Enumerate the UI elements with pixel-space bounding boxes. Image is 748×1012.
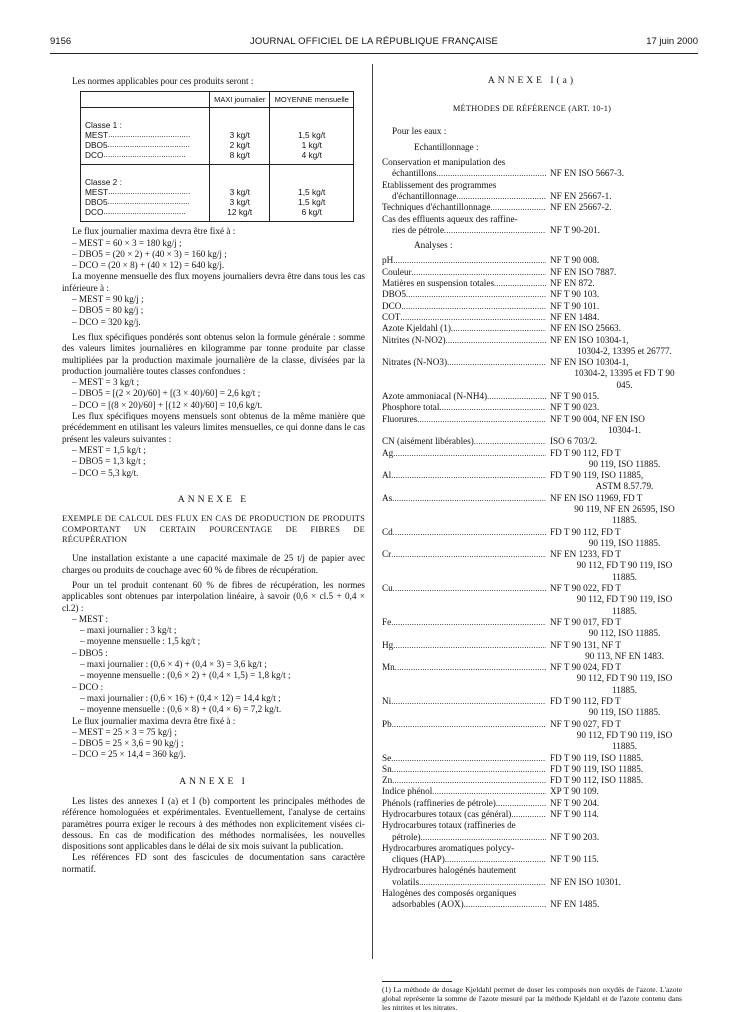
entry-reference-cont: 10304-1. [608, 424, 641, 435]
classe1-moyenne: 1,5 kg/t 1 kg/t 4 kg/t [270, 108, 354, 165]
entry-label: Hydrocarbures aromatiques polycy- [382, 842, 515, 853]
reference-entry [382, 493, 682, 527]
reference-entry [382, 180, 682, 203]
paragraph: Les listes des annexes I (a) et I (b) comportent les principales méthodes de référence homologuées et expérimentales. Eventuellement, l'analyse de certains paramètres pourra exiger le recours à des méthodes non explicitement visées ci-dessous. En cas de modification des méthodes normalisées, les nouvelles dispositions sont applicables dans le délai de six mois suivant la publication. [62, 795, 365, 852]
reference-entry [382, 888, 682, 911]
list-item: – DCO = [(8 × 20)/60] + [(12 × 40)/60] = 10,6 kg/t. [72, 399, 263, 410]
reference-entry [382, 820, 682, 843]
entry-reference: NF EN ISO 11969, FD T [550, 492, 643, 503]
entry-reference: NF T 90 103. [550, 289, 600, 300]
paragraph: Le flux journalier maxima devra être fixé à : [72, 226, 236, 237]
entry-reference: ISO 6 703/2. [550, 436, 598, 447]
reference-entry [382, 527, 682, 550]
classe2-labels [81, 165, 210, 222]
reference-entry [382, 448, 682, 471]
journal-title: JOURNAL OFFICIEL DE LA RÉPUBLIQUE FRANÇAISE [249, 36, 499, 47]
annexe-i-heading: ANNEXE I [179, 776, 248, 787]
entry-reference-cont: 90 112, FD T 90 119, ISO 11885. [576, 729, 673, 752]
entry-reference: NF T 90 204. [550, 797, 600, 808]
entry-label: Azote Kjeldahl (1) [382, 323, 451, 334]
entry-label: Phénols (raffineries de pétrole) [382, 797, 496, 808]
entry-reference: NF EN 25667-1. [550, 190, 612, 201]
table-corner [81, 92, 210, 108]
entry-label: Hg [382, 639, 394, 650]
annexe-e-heading: ANNEXE E [177, 494, 250, 505]
list-item: – DCO = 320 kg/j. [72, 316, 141, 327]
entry-reference: NF EN ISO 25663. [550, 323, 621, 334]
reference-entry [382, 696, 682, 719]
reference-entry [382, 865, 682, 888]
page-number: 9156 [50, 36, 72, 47]
list-item: – DCO : [72, 681, 104, 692]
reference-entry [382, 436, 682, 447]
entry-reference: NF T 90 023. [550, 402, 600, 413]
entry-reference: NF T 90 017, FD T [550, 616, 621, 627]
entry-reference: NF EN ISO 10304-1, [550, 357, 629, 368]
col-header-maxi: MAXI journalier [210, 92, 270, 108]
list-item: – DBO5 : [72, 647, 108, 658]
entry-label: Phosphore total [382, 402, 440, 413]
reference-entry [382, 786, 682, 797]
entry-reference: NF T 90-201. [550, 224, 600, 235]
entry-reference: FD T 90 119, ISO 11885, [550, 470, 644, 481]
reference-entry [382, 414, 682, 437]
echantillonnage-heading: Echantillonnage : [414, 141, 479, 152]
entry-reference: FD T 90 112, ISO 11885. [550, 775, 644, 786]
paragraph: Les références FD sont des fascicules de documentation sans caractère normatif. [62, 852, 365, 874]
entry-reference: NF EN 1484. [550, 311, 600, 322]
entry-label: Hydrocarbures totaux (cas général) [382, 809, 512, 819]
list-item: – DBO5 = [(2 × 20)/60] + [(3 × 40)/60] = 2,6 kg/t ; [72, 388, 261, 399]
header-rule [50, 53, 698, 54]
entry-reference: NF EN 1485. [550, 899, 600, 910]
entry-reference: NF T 90 203. [550, 831, 600, 842]
entry-reference: NF EN ISO 7887. [550, 266, 617, 277]
list-item: – MEST = 60 × 3 = 180 kg/j ; [72, 237, 182, 248]
list-item: – moyenne mensuelle : 1,5 kg/t ; [80, 636, 201, 647]
entry-label: Matières en suspension totales [382, 278, 495, 289]
list-item: – DBO5 = 1,3 kg/t ; [72, 456, 146, 467]
entry-label: Cr [382, 549, 392, 560]
paragraph: La moyenne mensuelle des flux moyens journaliers devra être dans tous les cas inférieure à : [62, 271, 365, 293]
table-row-label: MEST ..................................... [85, 187, 191, 198]
reference-entry [382, 301, 682, 312]
reference-entry [382, 764, 682, 775]
entry-reference: FD T 90 119, ISO 11885. [550, 763, 644, 774]
entry-label: Ni [382, 696, 392, 707]
reference-entry [382, 753, 682, 764]
left-column [62, 76, 365, 875]
classe1-title: Classe 1 : [85, 120, 122, 131]
entry-label: Nitrites (N-NO2) [382, 334, 446, 345]
entry-reference: FD T 90 112, FD T [550, 526, 621, 537]
entry-label: Techniques d'échantillonnage [382, 202, 491, 213]
entry-label-cont: volatils [392, 876, 420, 887]
entry-reference: NF T 90 027, FD T [550, 718, 621, 729]
list-item: – maxi journalier : (0,6 × 16) + (0,4 × 12) = 14,4 kg/t ; [80, 692, 281, 703]
reference-entry [382, 278, 682, 289]
entry-label: Conservation et manipulation des [382, 157, 506, 168]
entry-reference: NF EN 872. [550, 278, 595, 289]
reference-entry [382, 843, 682, 866]
entry-label: COT [382, 311, 401, 322]
analyses-heading: Analyses : [414, 240, 453, 251]
paragraph: Pour un tel produit contenant 60 % de fibres de récupération, les normes applicables sont obtenues par interpolation linéaire, à savoir (0,6 × cl.5 + 0,4 × cl.2) : [62, 579, 365, 613]
list-item: – DCO = 25 × 14,4 = 360 kg/j. [72, 749, 186, 760]
page-header [50, 36, 698, 50]
table-row-label: DBO5 ..................................... [85, 197, 190, 208]
reference-entry [382, 255, 682, 266]
classe1-maxi: 3 kg/t 2 kg/t 8 kg/t [210, 108, 270, 165]
entry-label: Hydrocarbures halogénés hautement [382, 865, 517, 876]
list-item: – DBO5 = 80 kg/j ; [72, 305, 144, 316]
reference-entry [382, 202, 682, 213]
issue-date: 17 juin 2000 [646, 36, 698, 47]
entry-label-cont: pétrole) [392, 831, 421, 842]
list-item: – MEST = 90 kg/j ; [72, 294, 144, 305]
reference-entry [382, 470, 682, 493]
classe1-labels [81, 108, 210, 165]
list-item: – DCO = (20 × 8) + (40 × 12) = 640 kg/j. [72, 260, 225, 271]
entry-label-cont: échantillons [392, 168, 437, 179]
reference-entry [382, 798, 682, 809]
entry-reference-cont: 90 119, NF EN 26595, ISO 11885. [574, 503, 675, 526]
annexe-ia-subtitle: MÉTHODES DE RÉFÉRENCE (ART. 10-1) [452, 103, 612, 113]
entry-reference-cont: 90 112, FD T 90 119, ISO 11885. [576, 560, 673, 582]
list-item: – maxi journalier : 3 kg/t ; [80, 625, 177, 636]
reference-entry [382, 289, 682, 300]
reference-entry [382, 391, 682, 402]
table-row-label: DCO ..................................... [85, 207, 186, 218]
entry-reference: FD T 90 112, FD T [550, 447, 621, 458]
list-item: – DBO5 = 25 × 3,6 = 90 kg/j ; [72, 738, 184, 749]
list-item: – MEST = 3 kg/t ; [72, 377, 140, 388]
reference-entry [382, 719, 682, 753]
entry-reference-cont: 90 119, ISO 11885. [588, 707, 661, 718]
footnote: (1) La méthode de dosage Kjeldahl permet de doser les composés non oxydés de l'azote. L'azote global représente la somme de l'azote mesuré par la méthode Kjeldahl et de l'azote contenu dans les nitrites et les nitrates. [382, 984, 682, 1012]
entry-reference-cont: 90 119, ISO 11885. [588, 458, 661, 469]
list-item: – DCO = 5,3 kg/t. [72, 467, 139, 478]
entry-reference: FD T 90 119, ISO 11885. [550, 752, 644, 763]
entry-label: Pb [382, 718, 392, 729]
annexe-e-title: EXEMPLE DE CALCUL DES FLUX EN CAS DE PRODUCTION DE PRODUITS COMPORTANT UN CERTAIN POURCENTAGE DE FIBRES DE RÉCUPÉRATION [62, 514, 365, 544]
entry-reference-cont: 90 112, FD T 90 119, ISO 11885. [576, 673, 673, 695]
entry-reference: NF T 90 101. [550, 300, 600, 311]
entry-label: Fluorures [382, 413, 418, 424]
table-row-label: DCO ..................................... [85, 150, 186, 161]
classe2-maxi: 3 kg/t 3 kg/t 12 kg/t [210, 165, 270, 222]
entry-label: Etablissement des programmes [382, 179, 497, 190]
entry-reference: NF T 90 022, FD T [550, 583, 621, 594]
entry-label-cont: d'échantillonnage [392, 190, 457, 201]
entry-reference: NF T 90 004, NF EN ISO [550, 413, 645, 424]
entry-label: Cd [382, 526, 393, 537]
entry-label: Sn [382, 763, 392, 774]
entry-reference-cont: 90 112, FD T 90 119, ISO 11885. [576, 594, 673, 616]
list-item: – moyenne mensuelle : (0,6 × 2) + (0,4 × 1,5) = 1,8 kg/t ; [80, 670, 291, 681]
entry-reference-cont: 90 119, ISO 11885. [588, 537, 661, 548]
classe2-title: Classe 2 : [85, 177, 122, 188]
classe2-moyenne: 1,5 kg/t 1,5 kg/t 6 kg/t [270, 165, 354, 222]
entry-label: pH [382, 255, 394, 266]
norms-table [80, 91, 354, 222]
analyses-list [382, 255, 682, 910]
norms-intro: Les normes applicables pour ces produits seront : [72, 76, 254, 86]
entry-reference-cont: 10304-2, 13395 et 26777. [577, 345, 672, 356]
reference-entry [382, 335, 682, 358]
paragraph: Les flux spécifiques moyens mensuels sont obtenus de la même manière que précédemment en utilisant les valeurs limites mensuelles, ce qui donne dans le cas présent les valeurs suivantes : [62, 411, 365, 444]
entry-reference-cont: 10304-2, 13395 et FD T 90 045. [574, 368, 675, 390]
paragraph: Le flux journalier maxima devra être fixé à : [72, 715, 236, 726]
entry-label: Zn [382, 775, 393, 786]
entry-reference: NF T 90 115. [550, 854, 599, 865]
column-divider [372, 64, 373, 959]
pour-les-eaux: Pour les eaux : [392, 126, 447, 137]
reference-entry [382, 662, 682, 696]
entry-label: Cas des effluents aqueux des raffine- [382, 213, 518, 224]
entry-reference: NF EN ISO 10304-1, [550, 334, 629, 345]
entry-label-cont: cliques (HAP) [392, 854, 445, 865]
entry-label: Al [382, 470, 392, 481]
annexe-ia-heading: ANNEXE I(a) [487, 76, 577, 86]
reference-entry [382, 267, 682, 278]
reference-entry [382, 157, 682, 180]
reference-entry [382, 640, 682, 663]
entry-label-cont: ries de pétrole [392, 224, 445, 235]
right-column [382, 76, 682, 1012]
entry-reference: NF T 90 131, NF T [550, 639, 621, 650]
entry-reference: NF EN ISO 5667-3. [550, 168, 625, 179]
reference-entry [382, 357, 682, 391]
table-row-label: MEST ..................................... [85, 130, 191, 141]
reference-entry [382, 549, 682, 583]
reference-entry [382, 323, 682, 334]
entry-label: Cu [382, 583, 393, 594]
entry-label: Ag [382, 447, 394, 458]
reference-entry [382, 312, 682, 323]
table-row-label: DBO5 ..................................... [85, 140, 190, 151]
reference-entry [382, 583, 682, 617]
reference-entry [382, 775, 682, 786]
entry-reference: NF T 90 015. [550, 391, 600, 402]
entry-label: Hydrocarbures totaux (raffineries de [382, 820, 516, 831]
list-item: – MEST = 25 × 3 = 75 kg/j ; [72, 726, 177, 737]
entry-reference-cont: 90 113, NF EN 1483. [585, 650, 664, 661]
reference-entry [382, 402, 682, 413]
entry-label: Mn [382, 662, 395, 673]
entry-label: DCO [382, 300, 402, 311]
footnote-rule [382, 981, 452, 982]
entry-label: Azote ammoniacal (N-NH4) [382, 391, 488, 402]
entry-reference: NF T 90 024, FD T [550, 662, 621, 673]
entry-label-cont: adsorbables (AOX) [392, 899, 464, 910]
entry-label: Halogènes des composés organiques [382, 888, 517, 899]
entry-label: As [382, 492, 393, 503]
entry-reference-cont: 90 112, ISO 11885. [588, 628, 661, 639]
reference-entry [382, 214, 682, 237]
entry-reference: NF EN 25667-2. [550, 202, 612, 213]
entry-reference: NF EN 1233, FD T [550, 549, 622, 560]
entry-reference-cont: ASTM 8.57.79. [595, 481, 654, 492]
sampling-list [382, 157, 682, 236]
entry-reference: XP T 90 109. [550, 786, 599, 797]
entry-reference: NF T 90 008. [550, 255, 600, 266]
entry-label: Se [382, 752, 392, 763]
list-item: – maxi journalier : (0,6 × 4) + (0,4 × 3) = 3,6 kg/t ; [80, 659, 267, 670]
entry-label: CN (aisément libérables) [382, 436, 474, 447]
entry-label: Nitrates (N-NO3) [382, 357, 448, 368]
list-item: – DBO5 = (20 × 2) + (40 × 3) = 160 kg/j ; [72, 248, 227, 259]
entry-label: Couleur [382, 266, 412, 277]
paragraph: Une installation existante a une capacité maximale de 25 t/j de papier avec charges ou produits de couchage avec 60 % de fibres de récupération. [62, 553, 365, 575]
entry-label: Indice phénol [382, 786, 433, 797]
col-header-moyenne: MOYENNE mensuelle [270, 92, 354, 108]
reference-entry [382, 617, 682, 640]
entry-reference: FD T 90 112, FD T [550, 696, 621, 707]
list-item: – MEST : [72, 613, 109, 624]
entry-label: Fe [382, 616, 392, 627]
entry-label: DBO5 [382, 289, 406, 300]
list-item: – MEST = 1,5 kg/t ; [72, 444, 146, 455]
entry-reference: NF T 90 114. [550, 809, 599, 819]
entry-reference: NF EN ISO 10301. [550, 876, 621, 887]
list-item: – moyenne mensuelle : (0,6 × 8) + (0,4 × 6) = 7,2 kg/t. [80, 704, 282, 715]
reference-entry [382, 809, 682, 820]
paragraph: Les flux spécifiques pondérés sont obtenus selon la formule générale : somme des valeurs limites journalières en kilogramme par tonne produite par classe multipliées par la production maximale journalière de la classe, divisées par la production journalière toutes classes confondues : [62, 331, 365, 376]
